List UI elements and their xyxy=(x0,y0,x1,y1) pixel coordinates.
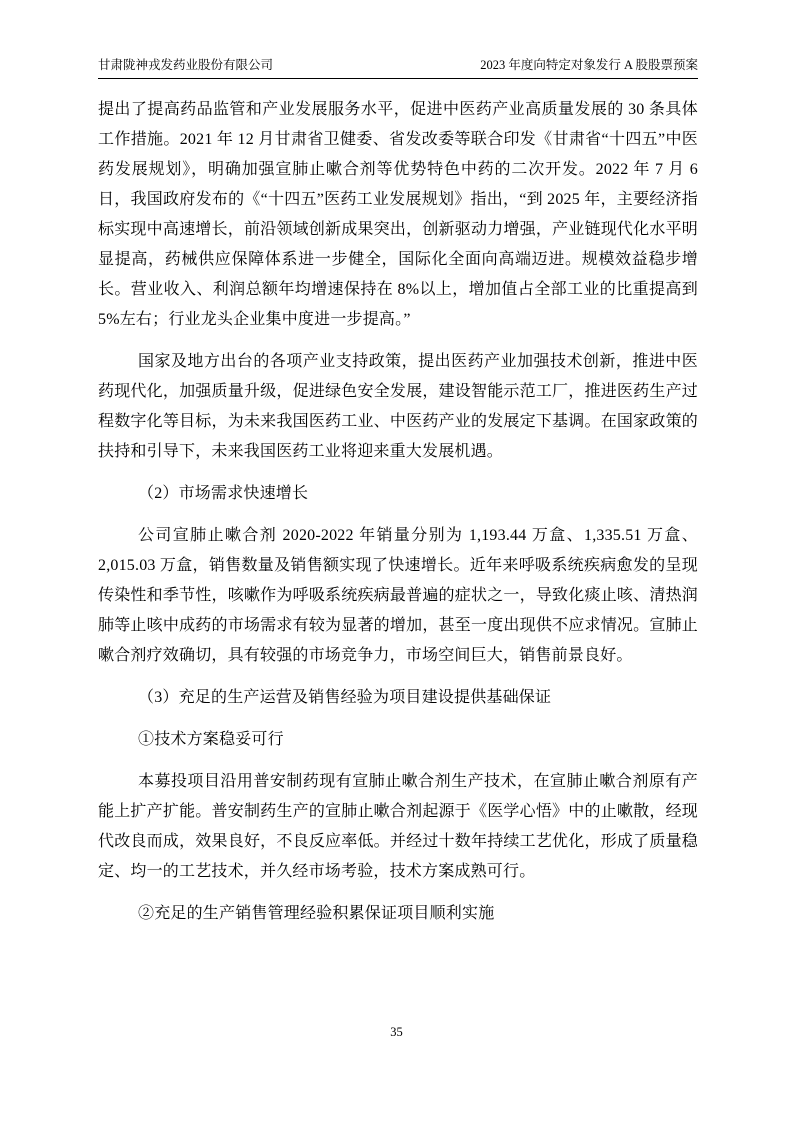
document-body xyxy=(98,95,698,941)
page-footer xyxy=(0,1024,793,1040)
paragraph: 国家及地方出台的各项产业支持政策，提出医药产业加强技术创新，推进中医药现代化，加强质量升级，促进绿色安全发展，建设智能示范工厂，推进医药生产过程数字化等目标，为未来我国医药工业、中医药产业的发展定下基调。在国家政策的扶持和引导下，未来我国医药工业将迎来重大发展机遇。 xyxy=(98,353,698,460)
section-heading: （2）市场需求快速增长 xyxy=(138,485,309,502)
paragraph: 公司宣肺止嗽合剂 2020-2022 年销量分别为 1,193.44 万盒、1,335.51 万盒、2,015.03 万盒，销售数量及销售额实现了快速增长。近年来呼吸系统疾病愈发的呈现传染性和季节性，咳嗽作为呼吸系统疾病最普遍的症状之一，导致化痰止咳、清热润肺等止咳中成药的市场需求有较为显著的增加，甚至一度出现供不应求情况。宣肺止嗽合剂疗效确切，具有较强的市场竞争力，市场空间巨大，销售前景良好。 xyxy=(98,527,698,664)
header-rule xyxy=(98,78,698,79)
sub-heading: ①技术方案稳妥可行 xyxy=(138,731,284,748)
page-header xyxy=(98,56,698,74)
header-document-title: 2023 年度向特定对象发行 A 股股票预案 xyxy=(480,58,698,72)
paragraph: 提出了提高药品监管和产业发展服务水平，促进中医药产业高质量发展的 30 条具体工作措施。2021 年 12 月甘肃省卫健委、省发改委等联合印发《甘肃省“十四五”中医药发展规划》，明确加强宣肺止嗽合剂等优势特色中药的二次开发。2022 年 7 月 6 日，我国政府发布的《“十四五”医药工业发展规划》指出，“到 2025 年，主要经济指标实现中高速增长，前沿领域创新成果突出，创新驱动力增强，产业链现代化水平明显提高，药械供应保障体系进一步健全，国际化全面向高端迈进。规模效益稳步增长。营业收入、利润总额年均增速保持在 8%以上，增加值占全部工业的比重提高到 5%左右；行业龙头企业集中度进一步提高。” xyxy=(98,101,698,328)
sub-heading: ②充足的生产销售管理经验积累保证项目顺利实施 xyxy=(138,905,495,922)
header-company-name: 甘肃陇神戎发药业股份有限公司 xyxy=(98,58,274,72)
paragraph: 本募投项目沿用普安制药现有宣肺止嗽合剂生产技术，在宣肺止嗽合剂原有产能上扩产扩能。普安制药生产的宣肺止嗽合剂起源于《医学心悟》中的止嗽散，经现代改良而成，效果良好，不良反应率低。并经过十数年持续工艺优化，形成了质量稳定、均一的工艺技术，并久经市场考验，技术方案成熟可行。 xyxy=(98,773,698,880)
page-number: 35 xyxy=(390,1025,403,1039)
section-heading: （3）充足的生产运营及销售经验为项目建设提供基础保证 xyxy=(138,689,552,706)
